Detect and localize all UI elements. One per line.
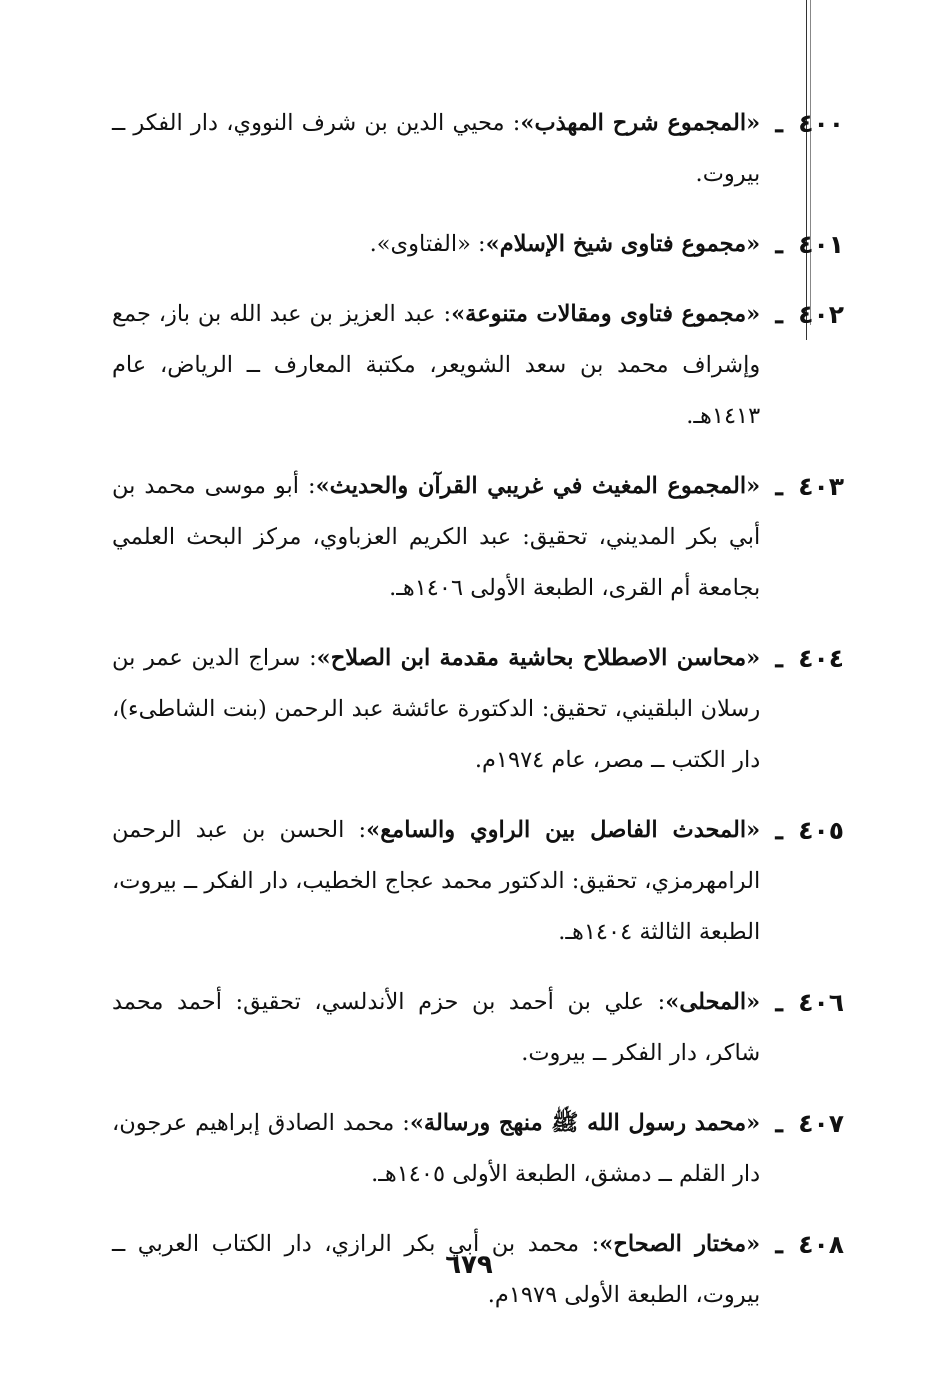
bibliography-entry (112, 219, 844, 270)
entry-text (112, 289, 760, 442)
entry-number: ٤٠٥ (798, 816, 844, 845)
entry-dash: ـ (775, 230, 783, 259)
entry-dash: ـ (775, 472, 783, 501)
entry-dash: ـ (775, 300, 783, 329)
entry-number: ٤٠٣ (798, 472, 844, 501)
entry-details: : عبد العزيز بن عبد الله بن باز، جمع وإشراف محمد بن سعد الشويعر، مكتبة المعارف ــ الرياض، عام ١٤١٣هـ. (112, 301, 761, 429)
entry-details: : محمد بن أبي بكر الرازي، دار الكتاب العربي ــ بيروت، الطبعة الأولى ١٩٧٩م. (112, 1231, 761, 1308)
entry-text (112, 98, 760, 200)
entry-number: ٤٠٢ (798, 300, 844, 329)
entry-title: «محاسن الاصطلاح بحاشية مقدمة ابن الصلاح» (316, 645, 761, 671)
entry-number: ٤٠٨ (798, 1230, 844, 1259)
bibliography-entry (112, 461, 844, 614)
bibliography-entry (112, 633, 844, 786)
entry-dash: ـ (775, 816, 783, 845)
page-number: ٦٧٩ (445, 1250, 493, 1280)
entry-text (112, 805, 760, 958)
entry-details: : علي بن أحمد بن حزم الأندلسي، تحقيق: أحمد محمد شاكر، دار الفكر ــ بيروت. (112, 989, 761, 1066)
entry-dash: ـ (775, 988, 783, 1017)
entry-title: «مجموع فتاوى ومقالات متنوعة» (451, 301, 761, 327)
entry-dash: ـ (775, 109, 783, 138)
entry-title: «المحدث الفاصل بين الراوي والسامع» (366, 817, 761, 843)
bibliography-list (112, 98, 844, 1340)
entry-number: ٤٠٦ (798, 988, 844, 1017)
entry-details: : محيي الدين بن شرف النووي، دار الفكر ــ بيروت. (112, 110, 761, 187)
entry-text (112, 1098, 760, 1200)
entry-title: «مجموع فتاوى شيخ الإسلام» (485, 231, 761, 257)
bibliography-entry (112, 289, 844, 442)
bibliography-entry (112, 1098, 844, 1200)
entry-details: : محمد الصادق إبراهيم عرجون، دار القلم ــ دمشق، الطبعة الأولى ١٤٠٥هـ. (112, 1110, 761, 1187)
bibliography-entry (112, 805, 844, 958)
entry-number: ٤٠١ (798, 230, 844, 259)
entry-text (112, 633, 760, 786)
entry-dash: ـ (775, 1109, 783, 1138)
entry-title: «المحلى» (665, 989, 761, 1015)
entry-number: ٤٠٧ (798, 1109, 844, 1138)
bibliography-entry (112, 98, 844, 200)
entry-details: : «الفتاوى». (369, 231, 486, 257)
entry-number: ٤٠٠ (798, 109, 844, 138)
entry-details: : الحسن بن عبد الرحمن الرامهرمزي، تحقيق: الدكتور محمد عجاج الخطيب، دار الفكر ــ بيروت، الطبعة الثالثة ١٤٠٤هـ. (112, 817, 761, 945)
entry-number: ٤٠٤ (798, 644, 844, 673)
entry-dash: ـ (775, 1230, 783, 1259)
entry-title: «مختار الصحاح» (599, 1231, 761, 1257)
entry-text (112, 219, 760, 270)
bibliography-entry (112, 977, 844, 1079)
entry-text (112, 977, 760, 1079)
entry-title: «محمد رسول الله ﷺ منهج ورسالة» (409, 1110, 761, 1136)
entry-details: : أبو موسى محمد بن أبي بكر المديني، تحقيق: عبد الكريم العزباوي، مركز البحث العلمي بجامعة أم القرى، الطبعة الأولى ١٤٠٦هـ. (112, 473, 761, 601)
entry-title: «المجموع شرح المهذب» (520, 110, 761, 136)
entry-dash: ـ (775, 644, 783, 673)
entry-details: : سراج الدين عمر بن رسلان البلقيني، تحقيق: الدكتورة عائشة عبد الرحمن (بنت الشاطىء)، دار الكتب ــ مصر، عام ١٩٧٤م. (112, 645, 761, 773)
entry-title: «المجموع المغيث في غريبي القرآن والحديث» (315, 473, 761, 499)
entry-text (112, 461, 760, 614)
